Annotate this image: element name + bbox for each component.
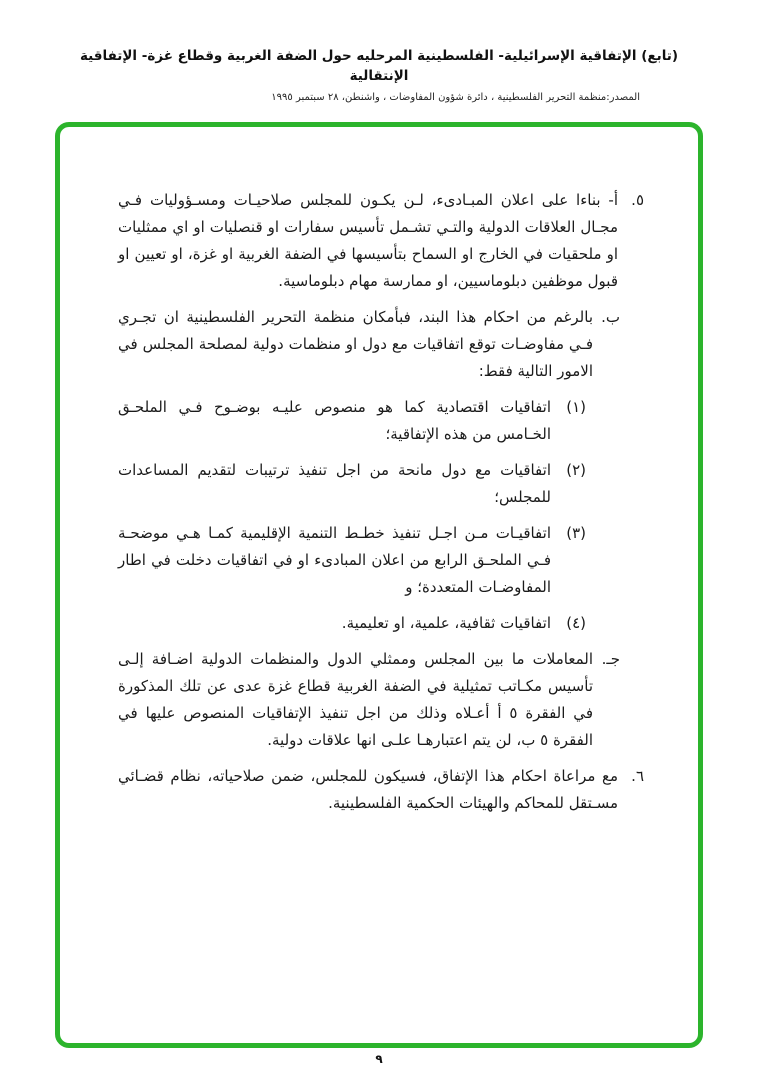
paragraph-marker: (١) (566, 398, 586, 416)
page-title: (تابع) الإتفاقية الإسرائيلية- الفلسطينية المرحليه حول الضفة الغربية وقطاع غزة- الإتفاقية الإنتقالية (79, 48, 679, 85)
paragraph-marker: (٢) (566, 461, 586, 479)
paragraph-text: اتفاقيات ثقافية، علمية، او تعليمية. (341, 614, 551, 632)
paragraph-marker: (٣) (566, 524, 586, 542)
paragraph-text: أ- بناءا على اعلان المبـادىء، لـن يكـون للمجلس صلاحيـات ومسـؤوليات فـي مجـال العلاقات الدولية والتـي تشـمل تأسيس سفارات او قنصليات او اي ممثليات او ملحقيات في الخارج او السماح بتأسيسها في الضفة الغربية او غزة، او تعيين او قبول موظفين دبلوماسيين، او ممارسة مهام دبلوماسية. (118, 191, 618, 290)
paragraph-text: المعاملات ما بين المجلس وممثلي الدول والمنظمات الدولية اضـافة إلـى تأسيس مكـاتب تمثيلية في الضفة الغربية قطاع غزة عدى عن تلك المذكورة في الفقرة ٥ أ أعـلاه وذلك من اجل تنفيذ الإتفاقيات المنصوص عليها في الفقرة ٥ ب، لن يتم اعتبارهـا علـى انها علاقات دولية. (118, 650, 593, 749)
paragraph (118, 457, 644, 511)
paragraph-text: اتفاقيات اقتصادية كما هو منصوص عليـه بوضـوح فـي الملحـق الخـامس من هذه الإتفاقية؛ (118, 398, 551, 443)
paragraph-text: اتفاقيات مع دول مانحة من اجل تنفيذ ترتيبات لتقديم المساعدات للمجلس؛ (118, 461, 551, 506)
source-line: المصدر:منظمة التحرير الفلسطينية ، دائرة شؤون المفاوضات ، واشنطن، ٢٨ سبتمبر ١٩٩٥ (271, 91, 640, 103)
paragraph-text: اتفاقيـات مـن اجـل تنفيذ خطـط التنمية الإقليمية كمـا هـي موضحـة فـي الملحـق الرابع من اعلان المبادىء او في اتفاقيات دخلت في اطار المفاوضـات المتعددة؛ و (118, 524, 551, 596)
paragraph-marker: ٦. (631, 767, 644, 785)
paragraph (118, 646, 644, 754)
document-header (0, 0, 758, 103)
paragraph-marker: ب. (601, 308, 620, 326)
paragraph-marker: ٥. (631, 191, 644, 209)
paragraph-marker: جـ. (601, 650, 620, 668)
paragraph-marker: (٤) (566, 614, 586, 632)
paragraph (118, 394, 644, 448)
paragraph (118, 610, 644, 637)
body-text (60, 127, 698, 817)
paragraph (118, 304, 644, 385)
green-border-frame (55, 122, 703, 1048)
paragraph (118, 763, 644, 817)
paragraph (118, 520, 644, 601)
paragraph-text: بالرغم من احكام هذا البند، فبأمكان منظمة التحرير الفلسطينية ان تجـري فـي مفاوضـات توقع اتفاقيات مع دول او منظمات دولية لمصلحة المجلس في الامور التالية فقط: (118, 308, 593, 380)
page-number: ٩ (375, 1052, 383, 1066)
paragraph (118, 187, 644, 295)
paragraph-text: مع مراعاة احكام هذا الإتفاق، فسيكون للمجلس، ضمن صلاحياته، نظام قضـائي مسـتقل للمحاكم والهيئات الحكمية الفلسطينية. (118, 767, 618, 812)
